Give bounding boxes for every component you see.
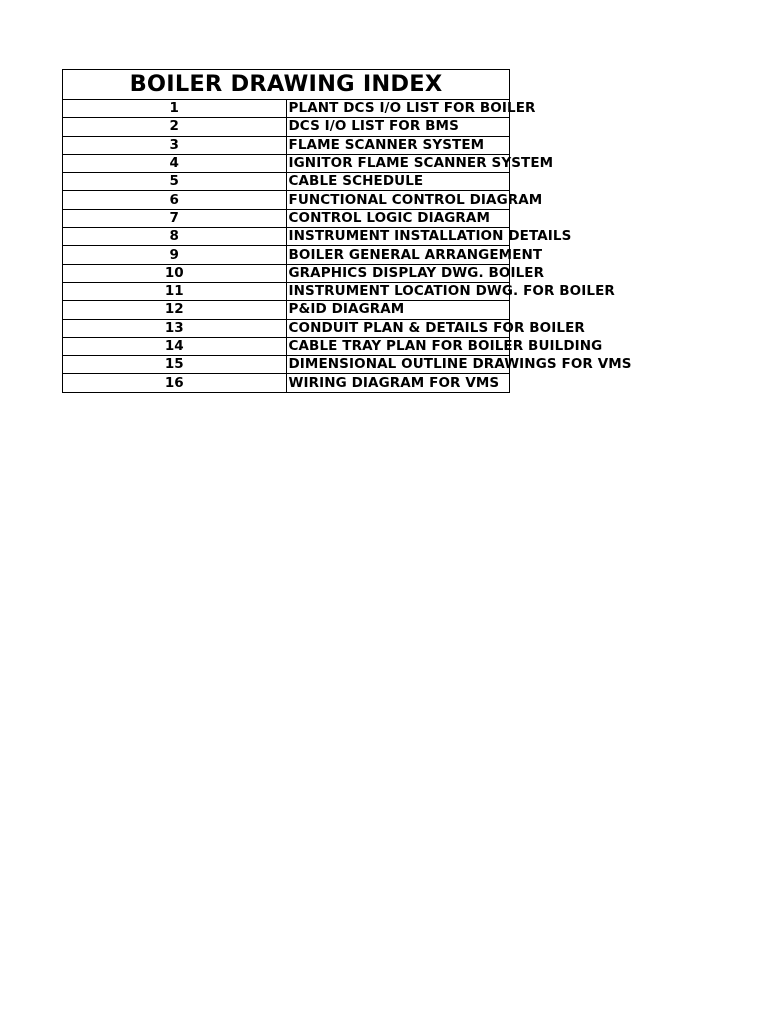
drawing-number: 8: [63, 228, 287, 246]
drawing-title: CABLE TRAY PLAN FOR BOILER BUILDING: [286, 337, 510, 355]
drawing-number: 7: [63, 209, 287, 227]
drawing-index-table: [62, 69, 632, 393]
drawing-number: 12: [63, 301, 287, 319]
drawing-number: 2: [63, 118, 287, 136]
table-title: BOILER DRAWING INDEX: [63, 70, 510, 100]
table-row: [63, 100, 510, 118]
table-row: [63, 173, 510, 191]
drawing-title: INSTRUMENT LOCATION DWG. FOR BOILER: [286, 282, 510, 300]
drawing-index-body: [63, 70, 632, 393]
drawing-number: 1: [63, 100, 287, 118]
table-row: [63, 209, 510, 227]
drawing-title: FLAME SCANNER SYSTEM: [286, 136, 510, 154]
table-row: [63, 337, 510, 355]
drawing-title: FUNCTIONAL CONTROL DIAGRAM: [286, 191, 510, 209]
drawing-number: 9: [63, 246, 287, 264]
drawing-number: 6: [63, 191, 287, 209]
drawing-title: INSTRUMENT INSTALLATION DETAILS: [286, 228, 510, 246]
table-row: [63, 136, 510, 154]
table-row: [63, 356, 510, 374]
table-row: [63, 154, 510, 172]
drawing-number: 15: [63, 356, 287, 374]
table-row: [63, 319, 510, 337]
drawing-number: 10: [63, 264, 287, 282]
drawing-number: 14: [63, 337, 287, 355]
table-row: [63, 246, 510, 264]
drawing-title: CONDUIT PLAN & DETAILS FOR BOILER: [286, 319, 510, 337]
drawing-title: WIRING DIAGRAM FOR VMS: [286, 374, 510, 392]
table-row: [63, 191, 510, 209]
table-title-row: [63, 70, 510, 100]
table-row: [63, 282, 510, 300]
table-row: [63, 228, 510, 246]
table-row: [63, 301, 510, 319]
drawing-title: PLANT DCS I/O LIST FOR BOILER: [286, 100, 510, 118]
drawing-title: DIMENSIONAL OUTLINE DRAWINGS FOR VMS: [286, 356, 510, 374]
drawing-number: 5: [63, 173, 287, 191]
table-row: [63, 118, 510, 136]
table-row: [63, 374, 510, 392]
drawing-title: P&ID DIAGRAM: [286, 301, 510, 319]
table-row: [63, 264, 510, 282]
drawing-number: 4: [63, 154, 287, 172]
drawing-title: CONTROL LOGIC DIAGRAM: [286, 209, 510, 227]
drawing-number: 11: [63, 282, 287, 300]
drawing-title: BOILER GENERAL ARRANGEMENT: [286, 246, 510, 264]
drawing-number: 3: [63, 136, 287, 154]
drawing-title: IGNITOR FLAME SCANNER SYSTEM: [286, 154, 510, 172]
drawing-title: DCS I/O LIST FOR BMS: [286, 118, 510, 136]
drawing-title: CABLE SCHEDULE: [286, 173, 510, 191]
drawing-number: 16: [63, 374, 287, 392]
drawing-number: 13: [63, 319, 287, 337]
drawing-title: GRAPHICS DISPLAY DWG. BOILER: [286, 264, 510, 282]
